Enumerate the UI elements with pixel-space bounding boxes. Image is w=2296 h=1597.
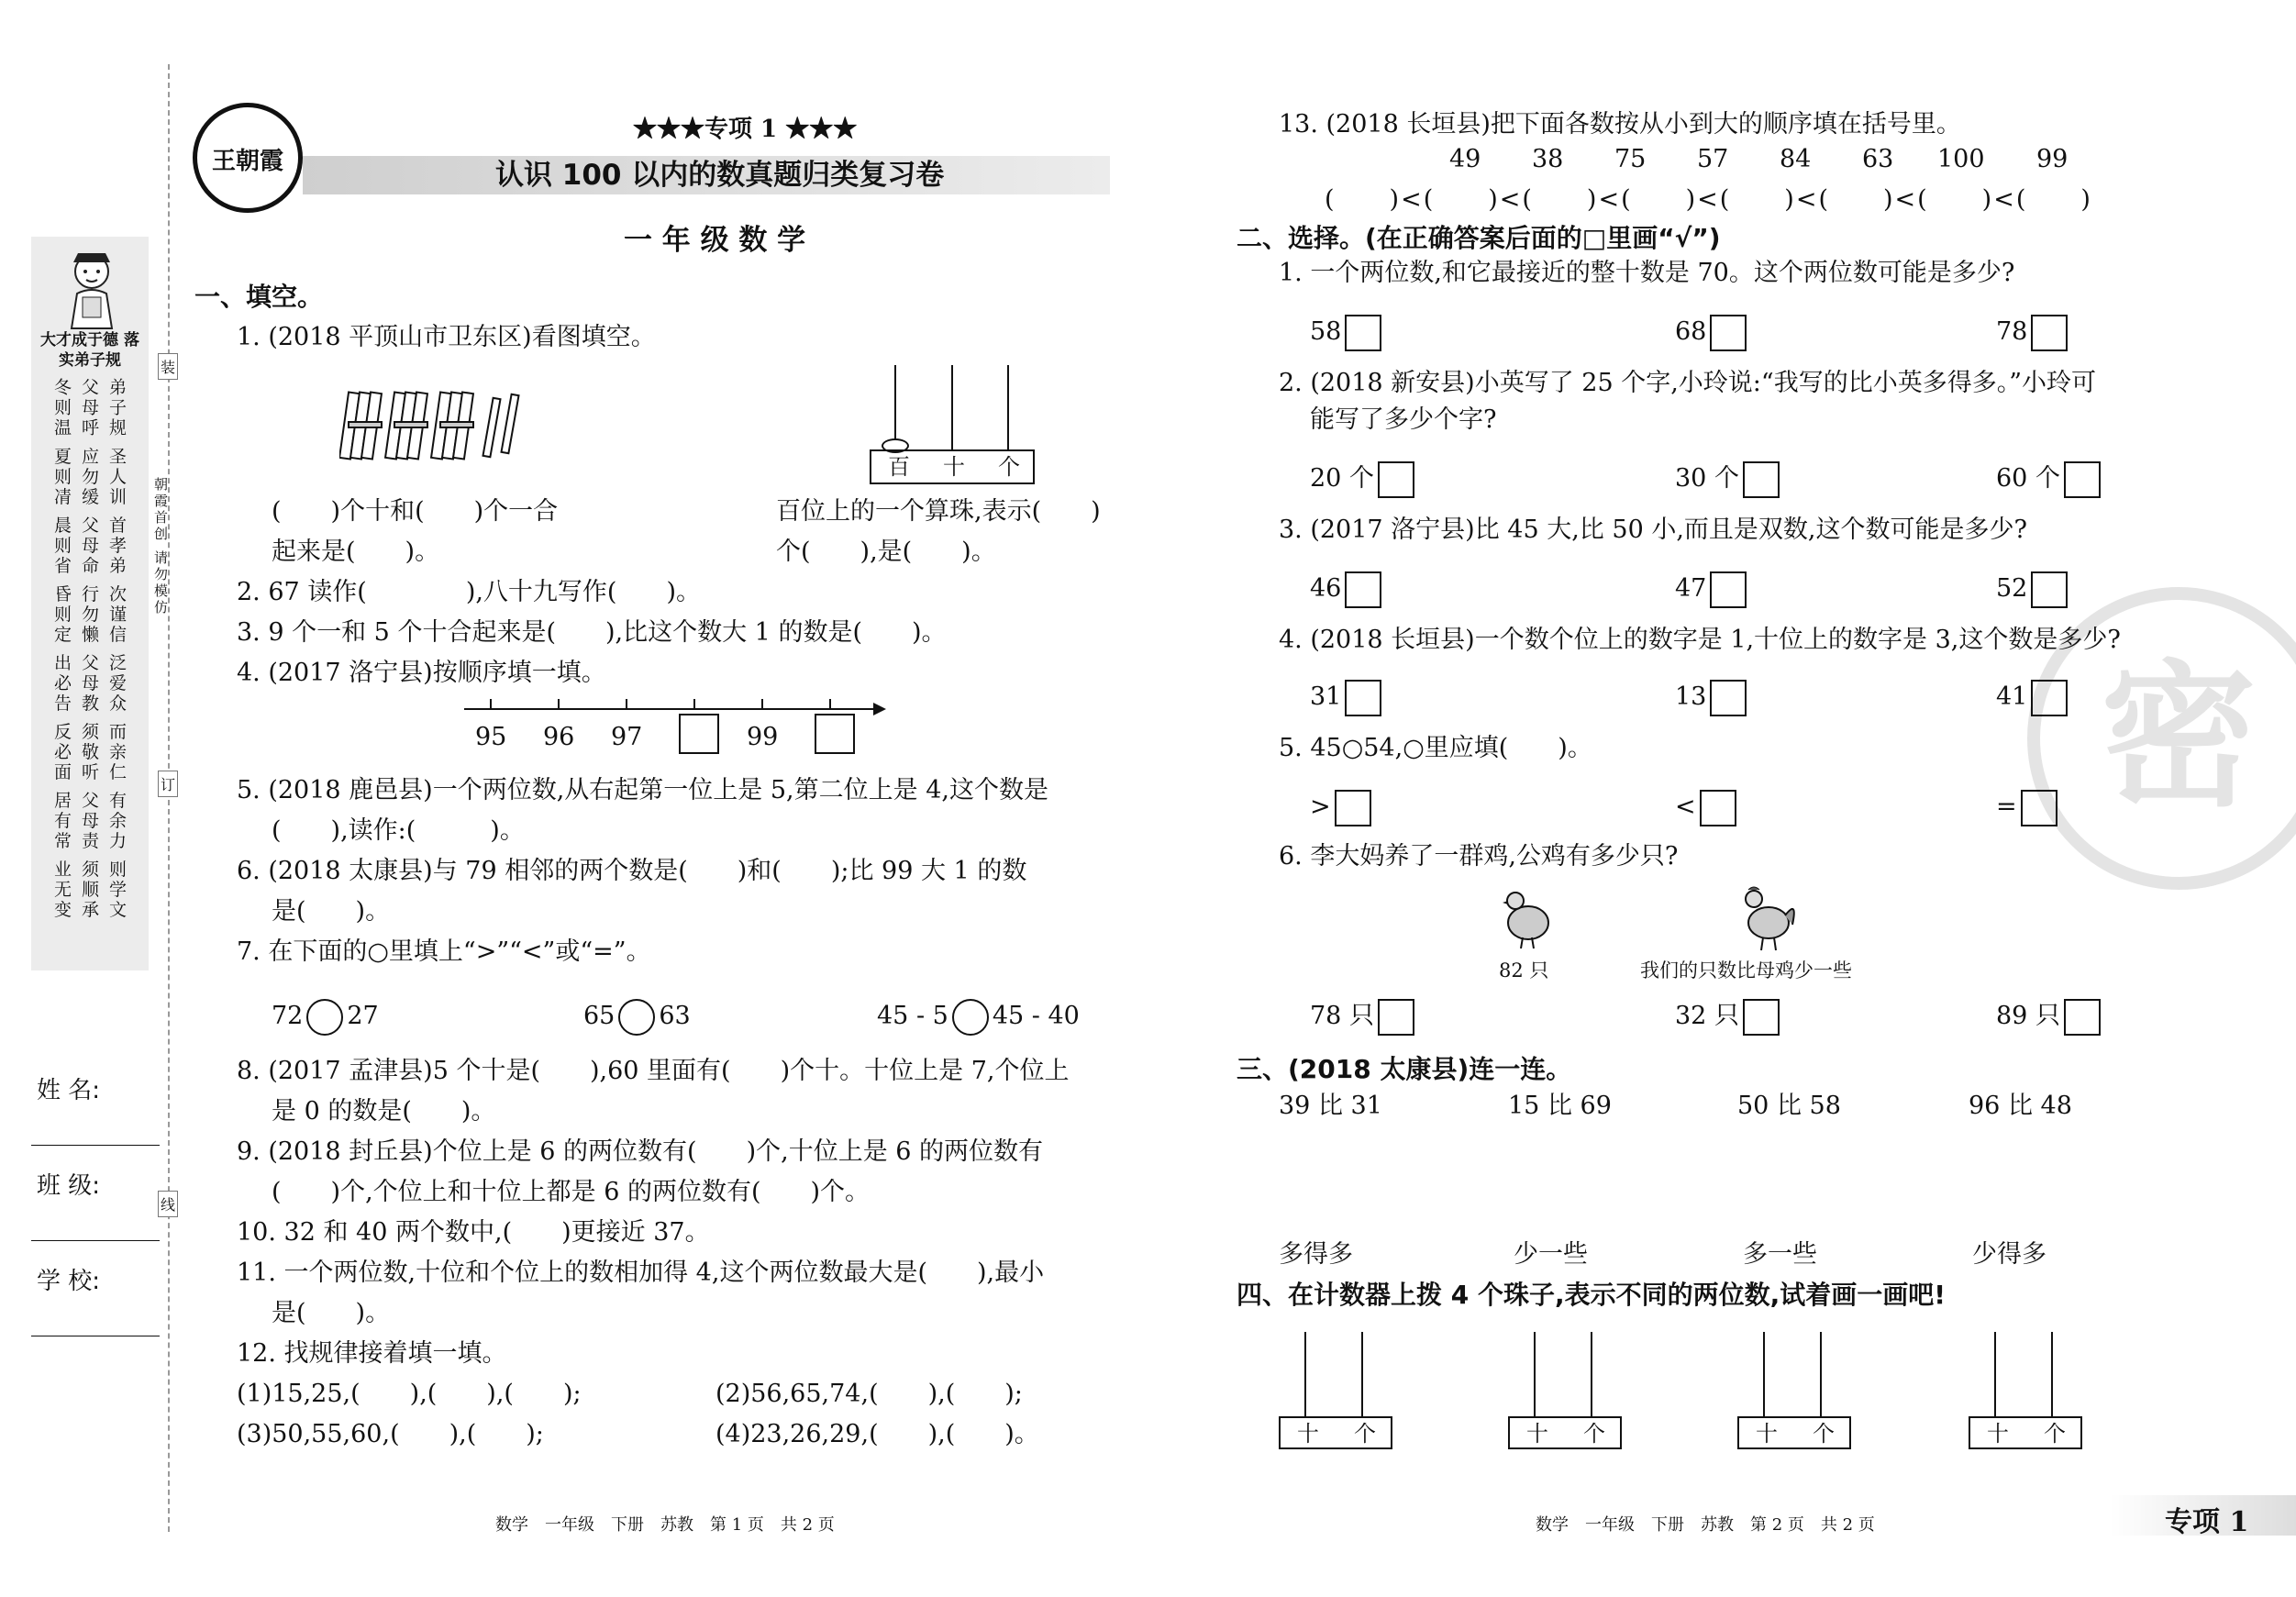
c2-option-1-label: 20 个 [1310,464,1374,493]
c3-option-1 [1310,569,1381,609]
c2-option-2 [1675,459,1780,499]
counter-1-rod-ones [1361,1332,1363,1418]
q1-abacus-rod-hundreds [894,365,896,449]
c1-option-2 [1675,312,1747,352]
binding-line [168,64,170,1532]
c6-option-2-label: 32 只 [1675,1002,1739,1030]
c3-option-2-box[interactable] [1710,571,1747,608]
counter-2-base[interactable] [1508,1416,1622,1449]
counter-3-label-ones: 个 [1813,1421,1835,1447]
counter-1-rod-tens [1304,1332,1306,1418]
c3-option-1-box[interactable] [1345,571,1381,608]
c3-option-3-label: 52 [1996,574,2028,603]
c4-option-1-label: 31 [1310,682,1342,711]
counter-3-base[interactable] [1737,1416,1851,1449]
q13-blanks[interactable]: ( )<( )<( )<( )<( )<( )<( )<( ) [1325,185,2092,214]
numline-answer-box-100[interactable] [815,714,855,754]
q1-a-line1: ( )个十和( )个一合 [272,497,559,526]
q9-line1: 9. (2018 封丘县)个位上是 6 的两位数有( )个,十位上是 6 的两位数有 [237,1137,1044,1166]
q13-num-5: 84 [1780,145,1812,173]
match-bottom-3[interactable]: 多一些 [1743,1240,1817,1269]
c2-line1: 2. (2018 新安县)小英写了 25 个字,小玲说:“我写的比小英多得多。”小玲可 [1279,369,2097,397]
q7-item-1-right: 27 [347,1002,379,1030]
c2-option-2-label: 30 个 [1675,464,1739,493]
tick-96 [558,699,560,708]
brand-logo [193,103,303,213]
c5-option-1 [1310,787,1371,827]
c6-option-3-label: 89 只 [1996,1002,2060,1030]
c1-option-1 [1310,312,1381,352]
q1-abacus-base [870,449,1035,484]
c6-option-1-box[interactable] [1378,999,1414,1036]
hen-image [1501,884,1552,950]
rooster-image [1737,882,1802,952]
c1-option-3-box[interactable] [2031,315,2068,351]
stick-bundles-image [339,385,532,464]
sidebar-verse-2: 父母呼 应勿缓 父母命 行勿懒 父母教 须敬听 父母责 须顺承 [79,378,99,921]
copyright-note: 朝霞首创 请勿模仿 [152,477,169,616]
q12-text: 12. 找规律接着填一填。 [237,1339,507,1368]
counter-4-label-ones: 个 [2044,1421,2066,1447]
c1-option-3-label: 78 [1996,317,2028,346]
q7-item-2-left: 65 [583,1002,616,1030]
counter-1-base[interactable] [1279,1416,1392,1449]
c3-option-2-label: 47 [1675,574,1707,603]
q9-line2: ( )个,个位上和十位上都是 6 的两位数有( )个。 [272,1178,871,1206]
q1-abacus-label-hundreds: 百 [888,454,910,480]
q13-num-7: 100 [1937,145,1985,173]
counter-4-rod-ones [2051,1332,2053,1418]
q1-abacus-rod-ones [1007,365,1009,449]
bind-mark-3: 线 [158,1191,178,1217]
match-top-2[interactable]: 15 比 69 [1508,1092,1612,1120]
q6-line2: 是( )。 [272,897,391,926]
q7-item-3-right: 45 - 40 [992,1002,1080,1030]
q1-a-line2: 起来是( )。 [272,538,440,566]
q7-item-3-left: 45 - 5 [877,1002,948,1030]
logo-text: 王朝霞 [211,148,283,175]
c3-option-1-label: 46 [1310,574,1342,603]
c5-option-3-label: = [1996,793,2017,821]
c5-option-2-label: < [1675,793,1696,821]
bind-mark-1: 装 [158,353,178,380]
c4-option-3-box[interactable] [2031,680,2068,716]
q4-text: 4. (2017 洛宁县)按顺序填一填。 [237,659,606,687]
match-bottom-2[interactable]: 少一些 [1514,1240,1588,1269]
q7-text: 7. 在下面的○里填上“>”“<”或“=”。 [237,937,651,966]
sidebar-slogan: 大才成于德 落实弟子规 [40,331,139,370]
c4-option-2 [1675,677,1747,717]
c1-option-1-box[interactable] [1345,315,1381,351]
q12-part-4: (4)23,26,29,( ),( )。 [715,1420,1039,1448]
c5-option-3 [1996,787,2058,827]
match-bottom-4[interactable]: 少得多 [1972,1240,2046,1269]
footer-left: 数学 一年级 下册 苏教 第 1 页 共 2 页 [495,1515,835,1535]
c1-option-1-label: 58 [1310,317,1342,346]
q10-text: 10. 32 和 40 两个数中,( )更接近 37。 [237,1218,710,1247]
counter-1-label-tens: 十 [1297,1421,1319,1447]
counter-4-label-tens: 十 [1987,1421,2009,1447]
counter-3-rod-tens [1763,1332,1765,1418]
footer-right: 数学 一年级 下册 苏教 第 2 页 共 2 页 [1536,1515,1875,1535]
compare-circle-3[interactable] [952,999,989,1036]
numline-99: 99 [747,723,779,751]
c4-option-1-box[interactable] [1345,680,1381,716]
counter-1-label-ones: 个 [1354,1421,1376,1447]
q12-part-3: (3)50,55,60,( ),( ); [237,1420,544,1448]
c6-text: 6. 李大妈养了一群鸡,公鸡有多少只? [1279,842,1679,871]
name-field[interactable] [31,1145,160,1146]
name-label: 姓 名: [37,1077,101,1104]
mascot-image [55,246,128,330]
c4-option-3 [1996,677,2068,717]
counter-2-label-tens: 十 [1526,1421,1548,1447]
c1-option-2-box[interactable] [1710,315,1747,351]
c6-option-3 [1996,996,2101,1037]
c2-option-3-box[interactable] [2064,461,2101,498]
q13-num-4: 57 [1697,145,1729,173]
q13-num-8: 99 [2036,145,2069,173]
rooster-caption: 我们的只数比母鸡少一些 [1640,959,1852,981]
number-line-arrow [873,703,886,715]
q11-line1: 11. 一个两位数,十位和个位上的数相加得 4,这个两位数最大是( ),最小 [237,1259,1045,1287]
number-line [464,708,875,710]
counter-4-rod-tens [1994,1332,1996,1418]
q7-item-1 [272,996,379,1037]
q7-item-2 [583,996,691,1037]
q5-line1: 5. (2018 鹿邑县)一个两位数,从右起第一位上是 5,第二位上是 4,这个数是 [237,776,1048,804]
c3-option-3 [1996,569,2068,609]
c4-option-1 [1310,677,1381,717]
c2-line2: 能写了多少个字? [1310,405,1497,434]
match-top-1[interactable]: 39 比 31 [1279,1092,1382,1120]
c1-option-2-label: 68 [1675,317,1707,346]
c5-text: 5. 45○54,○里应填( )。 [1279,734,1592,762]
tick-98 [693,699,695,708]
tick-97 [626,699,627,708]
section-1-heading: 一、填空。 [194,282,324,312]
series-label: ★★★专项 1 ★★★ [633,116,858,143]
c5-option-3-box[interactable] [2021,790,2058,826]
hen-count: 82 只 [1499,959,1549,981]
c6-option-2 [1675,996,1780,1037]
q13-num-3: 75 [1614,145,1647,173]
match-bottom-1[interactable]: 多得多 [1279,1240,1353,1269]
c6-option-3-box[interactable] [2064,999,2101,1036]
numline-96: 96 [543,723,575,751]
q1-b-line1: 百位上的一个算珠,表示( ) [776,497,1101,526]
numline-95: 95 [475,723,507,751]
q12-part-2: (2)56,65,74,( ),( ); [715,1380,1023,1408]
c2-option-1 [1310,459,1414,499]
counter-2-rod-tens [1534,1332,1536,1418]
c3-option-3-box[interactable] [2031,571,2068,608]
c4-option-3-label: 41 [1996,682,2028,711]
q6-line1: 6. (2018 太康县)与 79 相邻的两个数是( )和( );比 99 大 1 的数 [237,857,1027,885]
c5-option-2-box[interactable] [1700,790,1736,826]
c5-option-1-box[interactable] [1335,790,1371,826]
stamp-text: 密 [2100,647,2257,828]
c4-text: 4. (2018 长垣县)一个数个位上的数字是 1,十位上的数字是 3,这个数是多少? [1279,626,2121,654]
q1-b-line2: 个( ),是( )。 [776,538,996,566]
c6-option-1-label: 78 只 [1310,1002,1374,1030]
sidebar-verse-1: 弟子规 圣人训 首孝弟 次谨信 泛爱众 而亲仁 有余力 则学文 [106,378,127,921]
class-field[interactable] [31,1240,160,1241]
section-3-heading: 三、(2018 太康县)连一连。 [1237,1054,1572,1084]
tick-95 [490,699,492,708]
q7-item-2-right: 63 [659,1002,691,1030]
bind-mark-2: 订 [158,771,178,797]
q1-abacus-label-ones: 个 [998,454,1020,480]
q1-abacus-rod-tens [951,365,953,449]
compare-circle-2[interactable] [618,999,655,1036]
c2-option-1-box[interactable] [1378,461,1414,498]
match-top-4[interactable]: 96 比 48 [1969,1092,2072,1120]
c6-option-1 [1310,996,1414,1037]
tick-100 [829,699,831,708]
numline-97: 97 [611,723,643,751]
counter-3-rod-ones [1820,1332,1822,1418]
c4-option-2-box[interactable] [1710,680,1747,716]
c6-option-2-box[interactable] [1743,999,1780,1036]
q3-text: 3. 9 个一和 5 个十合起来是( ),比这个数大 1 的数是( )。 [237,618,947,647]
q5-line2: ( ),读作:( )。 [272,816,525,845]
q13-num-1: 49 [1449,145,1481,173]
class-label: 班 级: [37,1172,101,1200]
numline-answer-box-98[interactable] [679,714,719,754]
q11-line2: 是( )。 [272,1299,391,1327]
q8-line1: 8. (2017 孟津县)5 个十是( ),60 里面有( )个十。十位上是 7,个位上 [237,1057,1070,1085]
sidebar-verse-3: 冬则温 夏则凊 晨则省 昏则定 出必告 反必面 居有常 业无变 [51,378,72,921]
q13-num-2: 38 [1532,145,1564,173]
tick-99 [761,699,763,708]
q7-item-1-left: 72 [272,1002,304,1030]
q8-line2: 是 0 的数是( )。 [272,1097,496,1126]
match-top-3[interactable]: 50 比 58 [1737,1092,1841,1120]
section-4-heading: 四、在计数器上拨 4 个珠子,表示不同的两位数,试着画一画吧! [1237,1280,1947,1310]
c1-option-3 [1996,312,2068,352]
q1-abacus-label-tens: 十 [943,454,965,480]
q7-item-3 [877,996,1080,1037]
c2-option-3 [1996,459,2101,499]
compare-circle-1[interactable] [306,999,343,1036]
counter-2-label-ones: 个 [1583,1421,1605,1447]
q2-text: 2. 67 读作( ),八十九写作( )。 [237,578,701,606]
section-2-heading: 二、选择。(在正确答案后面的□里画“√”) [1237,223,1721,253]
c3-text: 3. (2017 洛宁县)比 45 大,比 50 小,而且是双数,这个数可能是多少? [1279,516,2027,544]
counter-4-base[interactable] [1969,1416,2082,1449]
q1-text: 1. (2018 平顶山市卫东区)看图填空。 [237,323,656,351]
c4-option-2-label: 13 [1675,682,1707,711]
c2-option-2-box[interactable] [1743,461,1780,498]
q12-part-1: (1)15,25,( ),( ),( ); [237,1380,582,1408]
c5-option-1-label: > [1310,793,1331,821]
page-title: 认识 100 以内的数真题归类复习卷 [495,159,945,192]
c5-option-2 [1675,787,1736,827]
c2-option-3-label: 60 个 [1996,464,2060,493]
counter-3-label-tens: 十 [1756,1421,1778,1447]
counter-2-rod-ones [1591,1332,1592,1418]
q13-num-6: 63 [1862,145,1894,173]
school-label: 学 校: [37,1268,101,1295]
c3-option-2 [1675,569,1747,609]
c1-text: 1. 一个两位数,和它最接近的整十数是 70。这个两位数可能是多少? [1279,259,2015,287]
page-subtitle: 一 年 级 数 学 [624,224,806,257]
q13-text: 13. (2018 长垣县)把下面各数按从小到大的顺序填在括号里。 [1279,110,1961,139]
corner-label: 专项 1 [2165,1506,2249,1538]
